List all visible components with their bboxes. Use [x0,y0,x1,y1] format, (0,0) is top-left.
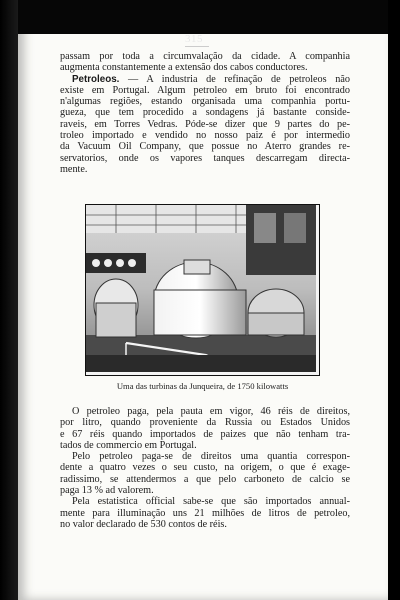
turbine-photo-illustration [86,205,316,372]
text-line: raveis, em Torres Vedras. Póde-se dizer que 9 partes do pe- [60,118,350,130]
text-line: O petroleo paga, pela pauta em vigor, 46 réis de direitos, [72,406,350,417]
text-line: Pelo petroleo paga-se de direitos uma quantia correspon- [72,451,350,463]
turbine-photo [85,204,320,376]
text-line: mente. [60,163,88,175]
text-line: Pela estatistica official sabe-se que são importados annual- [72,496,350,508]
photo-caption: Uma das turbinas da Junqueira, de 1750 kilowatts [116,381,289,391]
text-line-with-heading [60,74,350,85]
text-line: mente para illuminação uns 21 milhões de litros de petroleo, [60,507,350,519]
scan-top-edge [18,0,388,34]
scan-right-edge [388,0,400,600]
scan-left-edge [0,0,18,600]
text-line: servatorios, onde os vapores tanques descarregam directa- [60,152,350,164]
text-line: dente a quatro vezes o seu custo, na origem, o que é exage- [60,462,350,474]
text-line: paga 13 % ad valorem. [60,485,154,497]
text-line: gueza, que tem procedido a sondagens já bastante conside- [60,107,350,119]
text-line: n'algumas regiões, estando organisada uma companhia portu- [60,96,350,108]
page-number-rule [185,46,209,47]
text-line: existe em Portugal. Algum petroleo em bruto foi encontrado [60,84,350,96]
text-line: tados de commercio em Portugal. [60,439,197,451]
text-line: e 67 réis quando importados de paizes que não tenham tra- [60,428,350,440]
text-fragment: — A industria de refinação de petroleos não [128,73,350,85]
text-line: passam por toda a circumvalação da cidade. A companhia [60,51,350,62]
text-line: radissimo, se attendermos a que pelo carboneto de calcio se [60,473,350,485]
bottom-text-block [60,406,350,530]
text-line: no valor declarado de 530 contos de réis. [60,518,227,530]
top-text-block [60,51,350,175]
text-line: troleo importado e vendido no nosso paiz é por intermedio [60,130,350,142]
text-line: da Vacuum Oil Company, que possue no Aterro grandes re- [60,141,350,153]
text-line: por litro, quando proveniente da Russia ou Estados Unidos [60,417,350,429]
text-line: augmenta constantemente a extensão dos cabos conductores. [60,62,308,74]
page-number: 315 [185,33,203,45]
section-heading-petroleos: Petroleos. [72,73,120,85]
